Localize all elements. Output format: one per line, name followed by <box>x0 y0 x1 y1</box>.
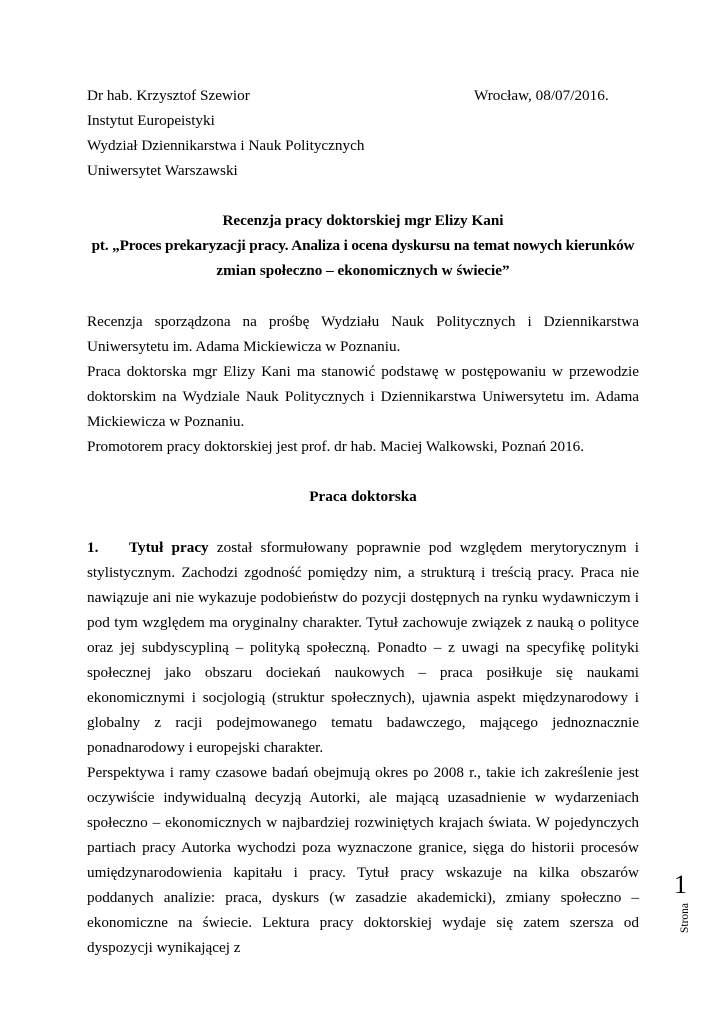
point-1-text: został sformułowany poprawnie pod względem merytorycznym i stylistycznym. Zachodzi zgodność pomiędzy nim, a strukturą i treścią pracy. Praca nie nawiązuje ani nie wykazuje podobieństw do pozycji dostępnych na rynku wydawniczym i pod tym względem ma oryginalny charakter. Tytuł zachowuje związek z nauką o polityce oraz jej subdyscypliną – polityką społeczną. Ponadto – z uwagi na specyfikę polityki społecznej jako obszaru dociekań naukowych – praca posiłkuje się naukami ekonomicznymi i socjologią (struktur społecznych), ujawnia aspekt międzynarodowy i globalny z racji podejmowanego tematu badawczego, mającego jednoznacznie ponadnarodowy i europejski charakter. <box>87 539 640 756</box>
point-1-lead: Tytuł pracy <box>129 539 209 556</box>
intro-paragraph-2: Praca doktorska mgr Elizy Kani ma stanowić podstawę w postępowaniu w przewodzie doktorskim na Wydziale Nauk Politycznych i Dziennikarstwa Uniwersytetu im. Adama Mickiewicza w Poznaniu. <box>87 363 639 430</box>
review-title-line-2: pt. „Proces prekaryzacji pracy. Analiza i ocena dyskursu na temat nowych kierunków <box>91 237 635 254</box>
reviewer-university: Uniwersytet Warszawski <box>87 162 238 179</box>
point-1-paragraph <box>87 535 639 760</box>
page-number: 1 <box>674 870 687 899</box>
reviewer-faculty: Wydział Dziennikarstwa i Nauk Politycznych <box>87 137 365 154</box>
reviewer-institute: Instytut Europeistyki <box>87 112 215 129</box>
review-title-line-3: zmian społeczno – ekonomicznych w świecie” <box>216 262 510 279</box>
place-date: Wrocław, 08/07/2016. <box>474 87 609 104</box>
point-1-paragraph-2: Perspektywa i ramy czasowe badań obejmują okres po 2008 r., takie ich zakreślenie jest oczywiście indywidualną decyzją Autorki, ale mającą uzasadnienie w wydarzeniach społeczno – ekonomicznych w najbardziej rozwiniętych krajach świata. W pojedynczych partiach pracy Autorka wychodzi poza wyznaczone granice, sięga do historii procesów umiędzynarodowienia kapitału i pracy. Tytuł pracy wskazuje na kilka obszarów poddanych analizie: praca, dyskurs (w zasadzie akademicki), zmiany społeczno – ekonomiczne na świecie. Lektura pracy doktorskiej wydaje się zatem szersza od dyspozycji wynikającej z <box>87 764 639 956</box>
page-label: Strona <box>679 902 691 933</box>
section-heading: Praca doktorska <box>309 488 417 505</box>
point-1-number: 1. <box>87 539 99 556</box>
intro-paragraph-1: Recenzja sporządzona na prośbę Wydziału Nauk Politycznych i Dziennikarstwa Uniwersytetu im. Adama Mickiewicza w Poznaniu. <box>87 313 639 355</box>
review-title-line-1: Recenzja pracy doktorskiej mgr Elizy Kani <box>222 212 504 229</box>
intro-paragraph-3: Promotorem pracy doktorskiej jest prof. dr hab. Maciej Walkowski, Poznań 2016. <box>87 438 585 455</box>
reviewer-name: Dr hab. Krzysztof Szewior <box>87 87 250 104</box>
